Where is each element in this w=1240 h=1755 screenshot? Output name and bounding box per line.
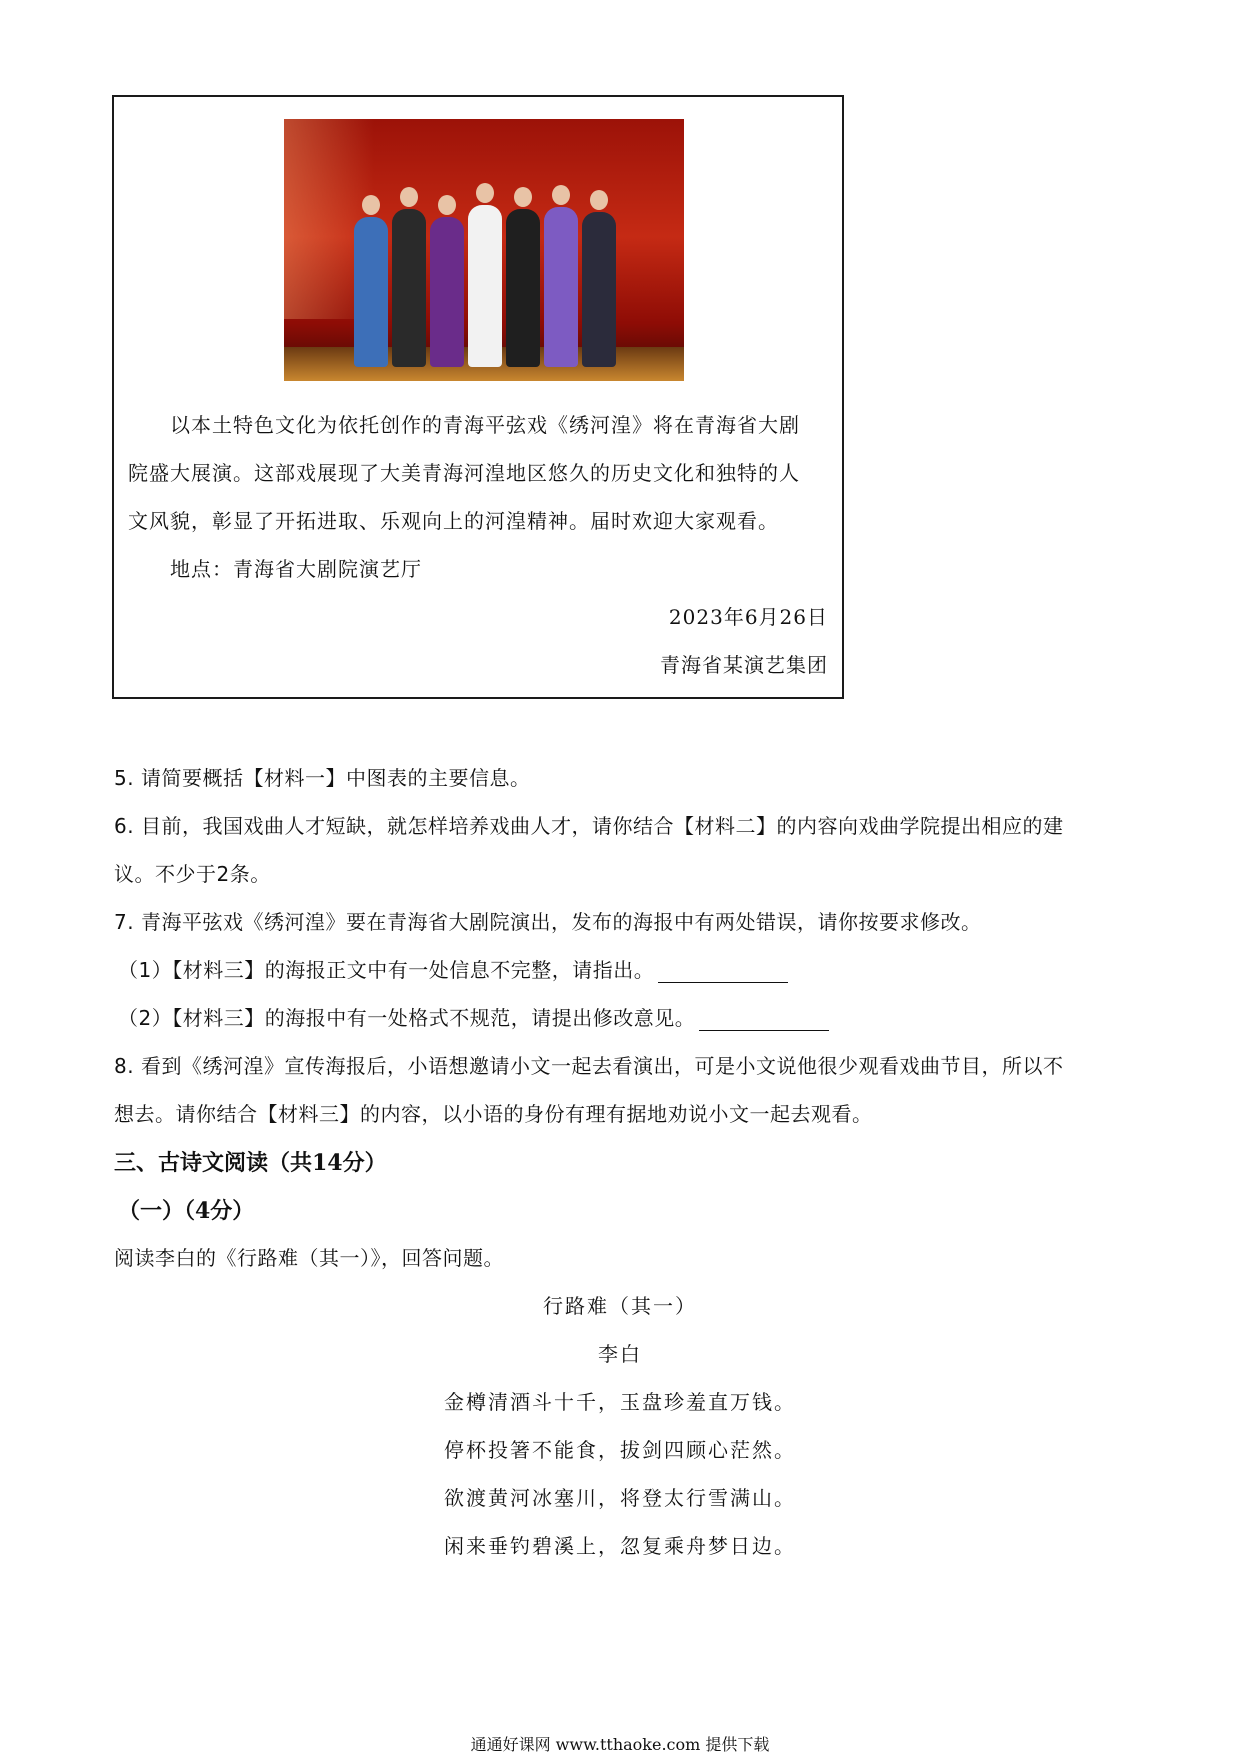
question-6-cont: 议。不少于2条。 [114, 862, 271, 886]
question-7: 7. 青海平弦戏《绣河湟》要在青海省大剧院演出，发布的海报中有两处错误，请你按要求修改。 [114, 910, 982, 934]
answer-blank[interactable] [699, 1012, 829, 1031]
question-5: 5. 请简要概括【材料一】中图表的主要信息。 [114, 766, 531, 790]
poster-paragraph-line: 文风貌，彰显了开拓进取、乐观向上的河湟精神。届时欢迎大家观看。 [128, 509, 779, 533]
question-6: 6. 目前，我国戏曲人才短缺，就怎样培养戏曲人才，请你结合【材料二】的内容向戏曲学院提出相应的建 [114, 814, 1064, 838]
section-instruction: 阅读李白的《行路难（其一）》，回答问题。 [114, 1246, 504, 1270]
performance-photo [284, 119, 684, 381]
section-title: 三、古诗文阅读（共14分） [114, 1150, 387, 1176]
question-8: 8. 看到《绣河湟》宣传海报后，小语想邀请小文一起去看演出，可是小文说他很少观看戏曲节目，所以不 [114, 1054, 1064, 1078]
poster-paragraph-line: 以本土特色文化为依托创作的青海平弦戏《绣河湟》将在青海省大剧 [170, 413, 800, 437]
poem-line: 停杯投箸不能食，拔剑四顾心茫然。 [444, 1438, 796, 1462]
poster-location: 地点：青海省大剧院演艺厅 [170, 557, 422, 581]
page-footer: 通通好课网 www.tthaoke.com 提供下载 [470, 1735, 770, 1754]
poster-paragraph-line: 院盛大展演。这部戏展现了大美青海河湟地区悠久的历史文化和独特的人 [128, 461, 800, 485]
poem-author: 李白 [598, 1342, 642, 1366]
poem-line: 闲来垂钓碧溪上，忽复乘舟梦日边。 [444, 1534, 796, 1558]
answer-blank[interactable] [658, 964, 788, 983]
poster-issuer: 青海省某演艺集团 [660, 653, 828, 677]
poster-box [112, 95, 844, 699]
poem-title: 行路难（其一） [543, 1294, 697, 1318]
section-subtitle: （一）（4分） [118, 1198, 255, 1224]
question-8-cont: 想去。请你结合【材料三】的内容，以小语的身份有理有据地劝说小文一起去观看。 [114, 1102, 873, 1126]
poster-date: 2023年6月26日 [668, 605, 828, 629]
poem-line: 金樽清酒斗十千，玉盘珍羞直万钱。 [444, 1390, 796, 1414]
question-7-1: （1）【材料三】的海报正文中有一处信息不完整，请指出。 [118, 954, 788, 983]
question-7-2: （2）【材料三】的海报中有一处格式不规范，请提出修改意见。 [118, 1002, 829, 1031]
poem-line: 欲渡黄河冰塞川，将登太行雪满山。 [444, 1486, 796, 1510]
